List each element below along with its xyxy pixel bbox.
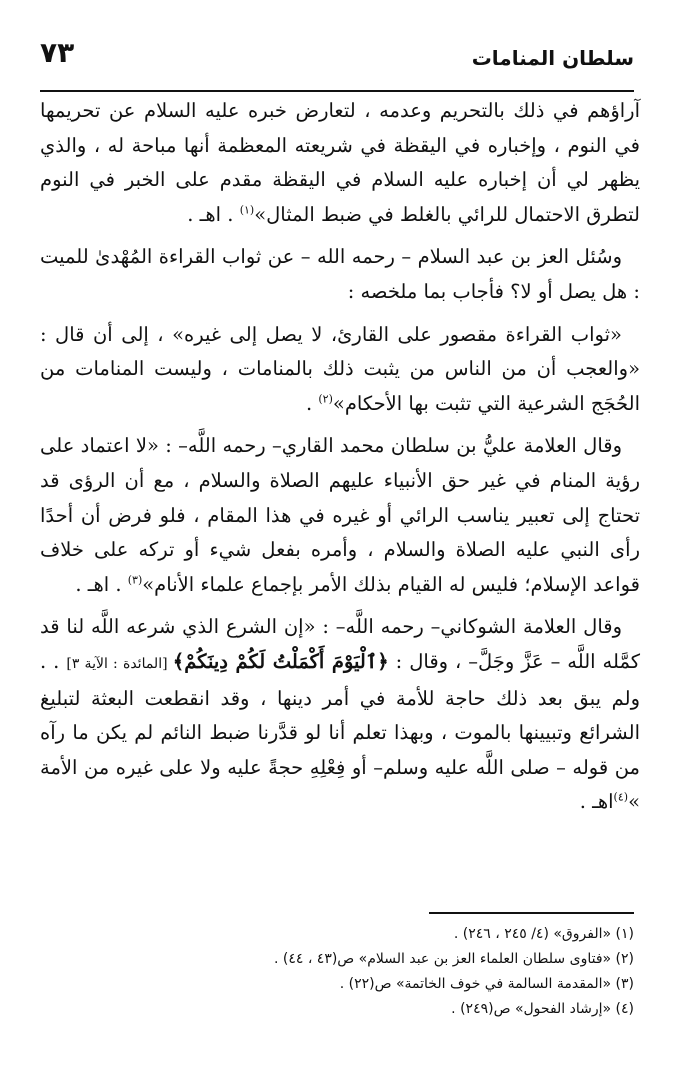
paragraph-1-tail: . اهـ . xyxy=(187,202,240,226)
footnote-4: (٤) «إرشاد الفحول» ص(٢٤٩) . xyxy=(451,1001,634,1017)
footnote-ref-3: (٣) xyxy=(127,573,143,587)
paragraph-3 xyxy=(40,318,640,422)
paragraph-4-tail: . اهـ . xyxy=(75,572,128,596)
paragraph-2-text: وسُئل العز بن عبد السلام – رحمه الله – عن ثواب القراءة المُهْدىٰ للميت : هل يصل أو لا؟ فأجاب بما ملخصه : xyxy=(40,245,640,303)
paragraph-3-text: «ثواب القراءة مقصور على القارئ، لا يصل إلى غيره» ، إلى أن قال : «والعجب أن من الناس من يثبت ذلك بالمنامات ، وليست المنامات من الحُجَج الشرعية التي تثبت بها الأحكام» xyxy=(40,322,640,415)
paragraph-5-intro: وقال العلامة الشوكاني– رحمه اللَّه– : «إن الشرع الذي شرعه اللَّه لنا قد كمَّله اللَّه – عَزَّ وجَلَّ– ، وقال : xyxy=(40,615,641,673)
paragraph-4-text: وقال العلامة عليُّ بن سلطان محمد القاري– رحمه اللَّه– : «لا اعتماد على رؤية المنام في غير حق الأنبياء عليهم الصلاة والسلام ، مع أن الرؤى قد تحتاج إلى تعبير يناسب الرائي أو غيره في هذا المقام ، فلو فرض أن أحدًا رأى النبي عليه الصلاة والسلام ، وأمره بفعل شيء أو تركه على خلاف قواعد الإسلام؛ فليس له القيام بذلك الأمر بإجماع علماء الأنام» xyxy=(40,434,640,596)
quran-verse: ﴿ٱلْيَوْمَ أَكْمَلْتُ لَكُمْ دِينَكُمْ﴾ xyxy=(172,649,389,673)
footnote-ref-4: (٤) xyxy=(613,790,629,804)
paragraph-3-tail: . xyxy=(305,391,319,415)
running-title: سلطان المنامات xyxy=(471,46,634,70)
paragraph-1-text: آراؤهم في ذلك بالتحريم وعدمه ، لتعارض خبره عليه السلام عن تحريمها في النوم ، وإخباره في اليقظة في شريعته المعظمة أنها مباحة له ، والذي يظهر لي أن إخباره عليه السلام في اليقظة مقدم على الخبر في النوم لتطرق الاحتمال للرائي بالغلط في ضبط المثال» xyxy=(40,99,640,226)
paragraph-4 xyxy=(40,429,640,602)
footnote-1: (١) «الفروق» (٤/ ٢٤٥ ، ٢٤٦) . xyxy=(453,926,634,942)
footnote-separator xyxy=(429,912,634,914)
paragraph-2 xyxy=(40,240,640,309)
main-text xyxy=(40,94,640,828)
footnote-2: (٢) «فتاوى سلطان العلماء العز بن عبد السلام» ص(٤٣ ، ٤٤) . xyxy=(273,951,634,967)
paragraph-5 xyxy=(40,610,640,820)
verse-reference: [المائدة : الآية ٣] xyxy=(66,655,173,672)
page-number: ٧٣ xyxy=(40,36,75,69)
footnote-3: (٣) «المقدمة السالمة في خوف الخاتمة» ص(٢٢) . xyxy=(339,976,634,992)
paragraph-1 xyxy=(40,94,640,232)
paragraph-5-tail: اهـ . xyxy=(579,790,614,814)
footnote-ref-2: (٢) xyxy=(318,392,333,406)
paragraph-5-text: . . ولم يبق بعد ذلك حاجة للأمة في أمر دينها ، وقد انقطعت البعثة لتبليغ الشرائع وتبيينها بالموت ، وبهذا تعلم أنا لو قدَّرنا ضبط النائم لم يكن ما رآه من قوله – صلى اللَّه عليه وسلم– أو فِعْلِهِ حجةً عليه ولا على غيره من الأمة » xyxy=(40,649,640,814)
footnotes xyxy=(40,922,634,1022)
page-header xyxy=(40,28,634,92)
footnote-ref-1: (١) xyxy=(239,203,255,217)
